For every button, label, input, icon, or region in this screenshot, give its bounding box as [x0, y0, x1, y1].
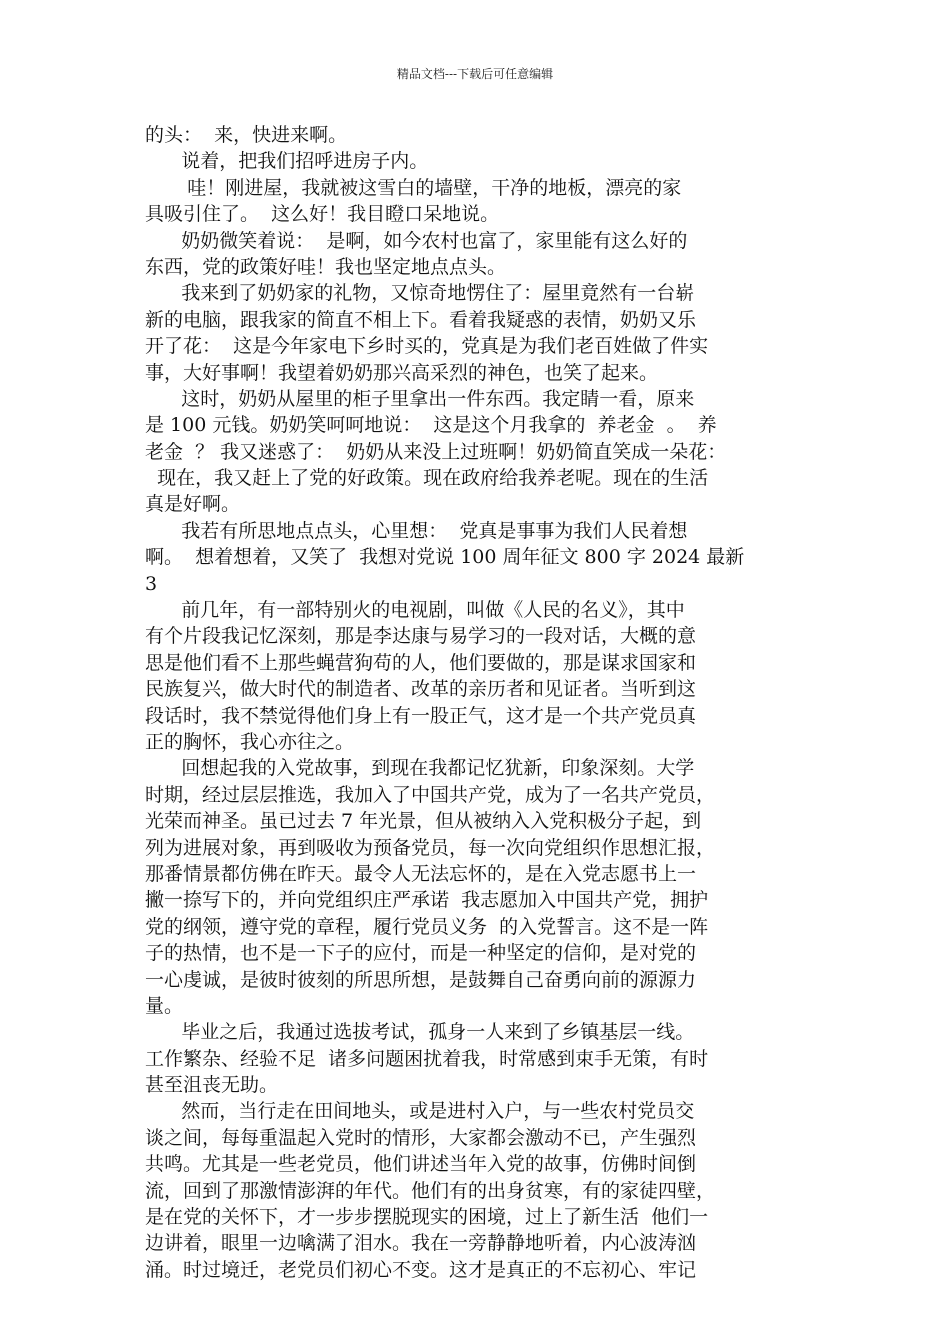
- body-text-line: 思是他们看不上那些蝇营狗苟的人，他们要做的，那是谋求国家和: [145, 651, 697, 674]
- body-text-line: 开了花： 这是今年家电下乡时买的，党真是为我们老百姓做了件实: [145, 335, 709, 358]
- body-text-line: 甚至沮丧无助。: [145, 1074, 279, 1097]
- page-header: 精品文档---下载后可任意编辑: [396, 67, 554, 81]
- body-text-line: 子的热情，也不是一下子的应付，而是一种坚定的信仰，是对党的: [145, 942, 697, 965]
- document-body: [145, 122, 810, 1283]
- body-text-line: 有个片段我记忆深刻，那是李达康与易学习的一段对话，大概的意: [145, 625, 697, 648]
- body-text-line: 谈之间，每每重温起入党时的情形，大家都会激动不已，产生强烈: [145, 1126, 697, 1149]
- body-text-line: 是在党的关怀下，才一步步摆脱现实的困境，过上了新生活 他们一: [145, 1206, 709, 1229]
- body-text-line: 哇！刚进屋，我就被这雪白的墙壁，干净的地板，漂亮的家: [145, 176, 682, 199]
- body-text-line: 党的纲领，遵守党的章程，履行党员义务 的入党誓言。这不是一阵: [145, 915, 709, 938]
- body-text-line: 列为进展对象，再到吸收为预备党员，每一次向党组织作思想汇报，: [145, 836, 716, 859]
- body-text-line: 具吸引住了。 这么好！我目瞪口呆地说。: [145, 203, 500, 226]
- body-text-line: 我来到了奶奶家的礼物，又惊奇地愣住了：屋里竟然有一台崭: [145, 282, 695, 305]
- body-text-line: 3: [145, 572, 158, 595]
- body-text-line: 时期，经过层层推选，我加入了中国共产党，成为了一名共产党员，: [145, 783, 716, 806]
- body-text-line: 真是好啊。: [145, 493, 241, 516]
- body-text-line: 我若有所思地点点头，心里想： 党真是事事为我们人民着想: [145, 519, 688, 542]
- body-text-line: 这时，奶奶从屋里的柜子里拿出一件东西。我定睛一看，原来: [145, 387, 695, 410]
- body-text-line: 奶奶微笑着说： 是啊，如今农村也富了，家里能有这么好的: [145, 229, 688, 252]
- body-text-line: 现在，我又赶上了党的好政策。现在政府给我养老呢。现在的生活: [145, 467, 709, 490]
- body-text-line: 涌。时过境迁，老党员们初心不变。这才是真正的不忘初心、牢记: [145, 1258, 697, 1281]
- body-text-line: 是 100 元钱。奶奶笑呵呵地说： 这是这个月我拿的 养老金 。 养: [145, 414, 717, 437]
- body-text-line: 正的胸怀，我心亦往之。: [145, 730, 355, 753]
- body-text-line: 共鸣。尤其是一些老党员，他们讲述当年入党的故事，仿佛时间倒: [145, 1153, 697, 1176]
- body-text-line: 啊。 想着想着，又笑了 我想对党说 100 周年征文 800 字 2024 最新: [145, 546, 745, 569]
- body-text-line: 一心虔诚，是彼时彼刻的所思所想，是鼓舞自己奋勇向前的源源力: [145, 968, 697, 991]
- body-text-line: 老金 ？ 我又迷惑了： 奶奶从来没上过班啊！奶奶简直笑成一朵花：: [145, 440, 727, 463]
- body-text-line: 量。: [145, 994, 184, 1017]
- body-text-line: 新的电脑，跟我家的简直不相上下。看着我疑惑的表情，奶奶又乐: [145, 308, 697, 331]
- body-text-line: 回想起我的入党故事，到现在我都记忆犹新，印象深刻。大学: [145, 757, 695, 780]
- body-text-line: 毕业之后，我通过选拔考试，孤身一人来到了乡镇基层一线。: [145, 1021, 695, 1044]
- body-text-line: 说着，把我们招呼进房子内。: [145, 150, 429, 173]
- body-text-line: 然而，当行走在田间地头，或是进村入户，与一些农村党员交: [145, 1100, 695, 1123]
- body-text-line: 流，回到了那激情澎湃的年代。他们有的出身贫寒，有的家徒四壁，: [145, 1179, 716, 1202]
- body-text-line: 民族复兴，做大时代的制造者、改革的亲历者和见证者。当听到这: [145, 678, 697, 701]
- body-text-line: 的头： 来，快进来啊。: [145, 124, 348, 146]
- body-text-line: 事，大好事啊！我望着奶奶那兴高采烈的神色，也笑了起来。: [145, 361, 659, 384]
- body-text-line: 光荣而神圣。虽已过去 7 年光景，但从被纳入入党积极分子起，到: [145, 810, 702, 833]
- body-text-line: 边讲着，眼里一边噙满了泪水。我在一旁静静地听着，内心波涛汹: [145, 1232, 697, 1255]
- body-text-line: 那番情景都仿佛在昨天。最令人无法忘怀的，是在入党志愿书上一: [145, 862, 697, 885]
- body-text-line: 撇一捺写下的，并向党组织庄严承诺 我志愿加入中国共产党，拥护: [145, 889, 709, 912]
- body-text-line: 东西，党的政策好哇！我也坚定地点点头。: [145, 255, 507, 278]
- body-text-line: 段话时，我不禁觉得他们身上有一股正气，这才是一个共产党员真: [145, 704, 697, 727]
- body-text-line: 工作繁杂、经验不足 诸多问题困扰着我，时常感到束手无策，有时: [145, 1047, 709, 1070]
- body-text-line: 前几年，有一部特别火的电视剧，叫做《人民的名义》，其中: [145, 599, 685, 622]
